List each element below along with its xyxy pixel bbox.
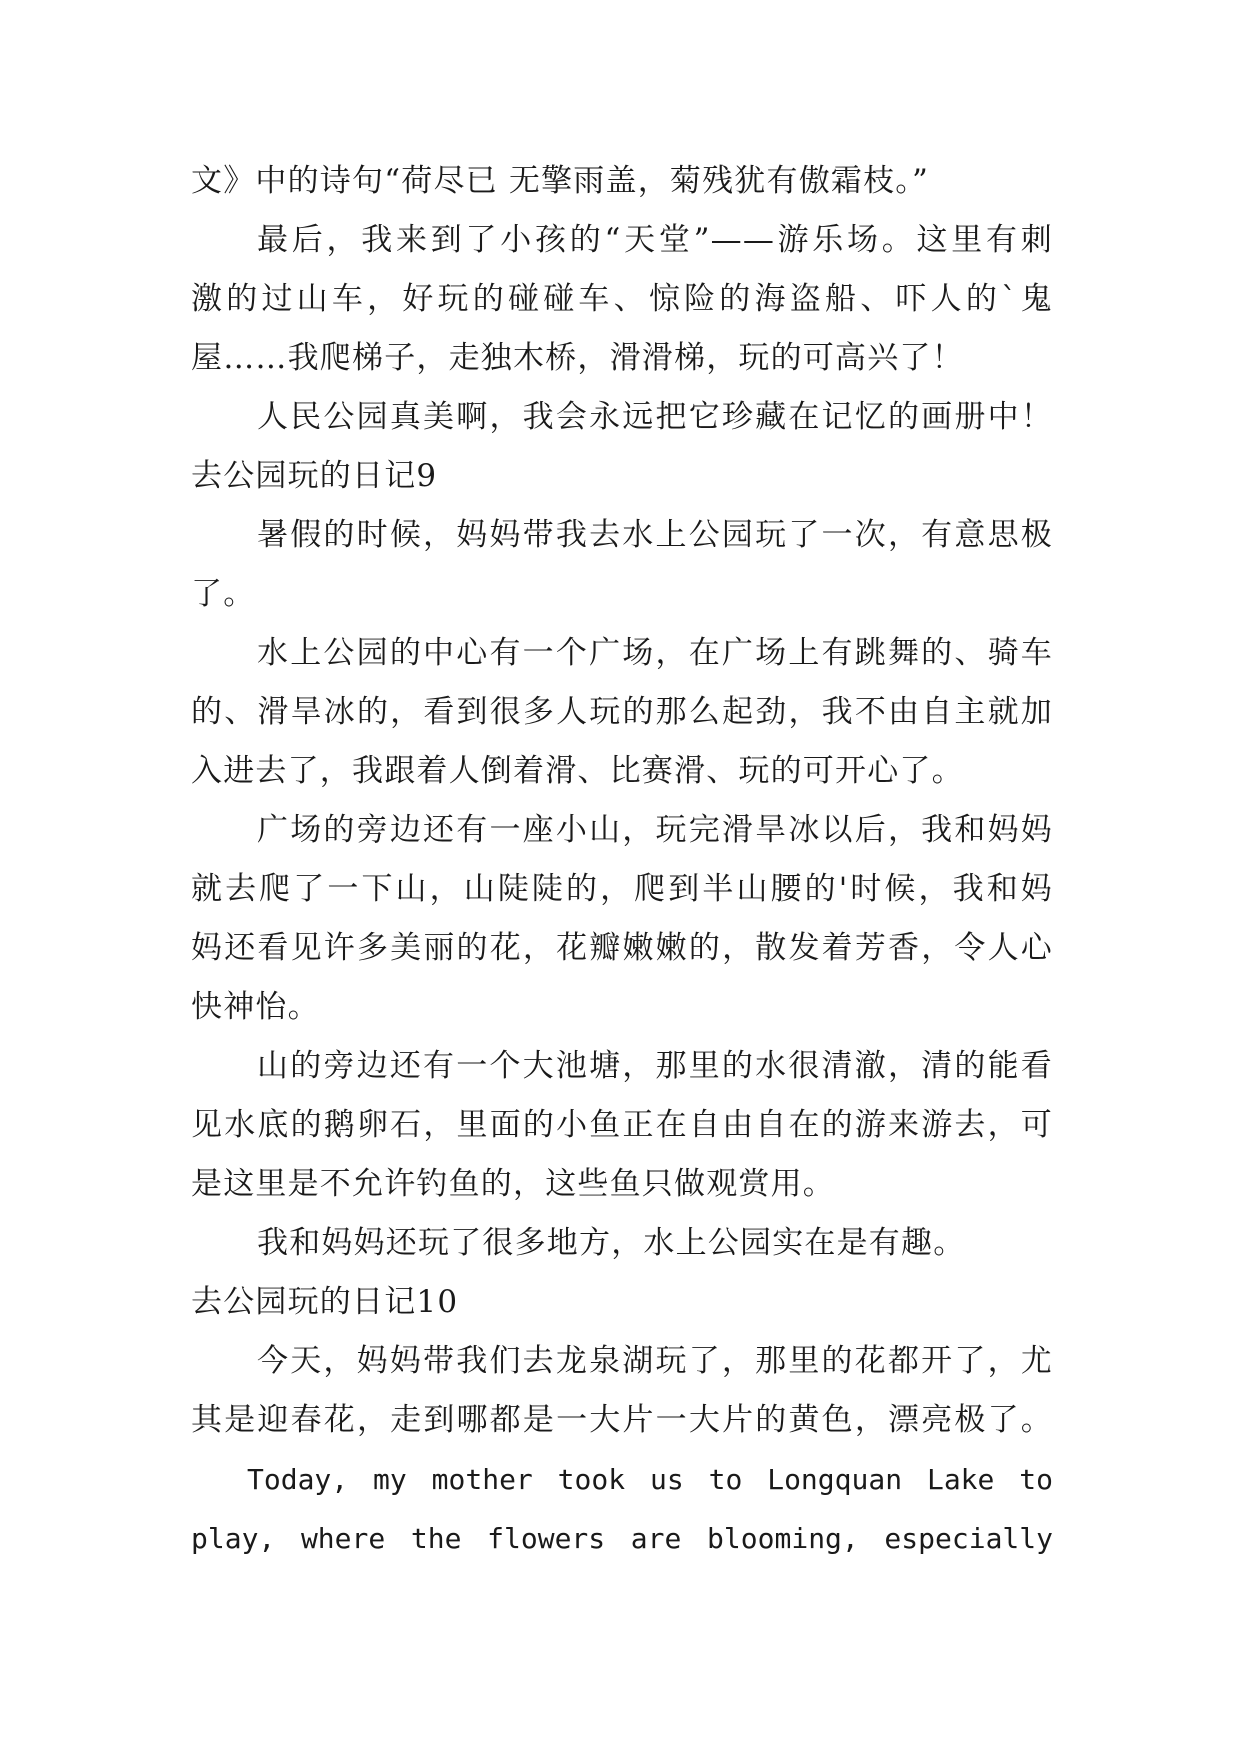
text-line: 今天，妈妈带我们去龙泉湖玩了，那里的花都开了，尤	[257, 1343, 1053, 1379]
text-line: 了。	[191, 576, 256, 612]
text-line: 文》中的诗句“荷尽已 无擎雨盖，菊残犹有傲霜枝。”	[191, 163, 930, 199]
text-line: 人民公园真美啊，我会永远把它珍藏在记忆的画册中！	[257, 399, 1053, 435]
text-line: 暑假的时候，妈妈带我去水上公园玩了一次，有意思极	[257, 517, 1053, 553]
text-line: 屋……我爬梯子，走独木桥，滑滑梯，玩的可高兴了！	[191, 340, 964, 376]
text-line: Today, my mother took us to Longquan Lake to	[247, 1463, 1053, 1496]
document-page	[191, 152, 1053, 1568]
text-line: 的、滑旱冰的，看到很多人玩的那么起劲，我不由自主就加	[191, 694, 1053, 730]
text-line: 广场的旁边还有一座小山，玩完滑旱冰以后，我和妈妈	[257, 812, 1053, 848]
text-line: 妈还看见许多美丽的花，花瓣嫩嫩的，散发着芳香，令人心	[191, 930, 1053, 966]
text-line: 快神怡。	[191, 989, 320, 1025]
text-line: 去公园玩的日记9	[191, 458, 438, 494]
text-line: 其是迎春花，走到哪都是一大片一大片的黄色，漂亮极了。	[191, 1402, 1053, 1438]
text-line: 水上公园的中心有一个广场，在广场上有跳舞的、骑车	[257, 635, 1053, 671]
text-line: 山的旁边还有一个大池塘，那里的水很清澈，清的能看	[257, 1048, 1053, 1084]
text-line: play, where the flowers are blooming, especially	[191, 1522, 1053, 1555]
text-line: 是这里是不允许钓鱼的，这些鱼只做观赏用。	[191, 1166, 835, 1202]
text-line: 入进去了，我跟着人倒着滑、比赛滑、玩的可开心了。	[191, 753, 964, 789]
text-line: 最后，我来到了小孩的“天堂”——游乐场。这里有刺	[257, 222, 1053, 258]
text-line: 就去爬了一下山，山陡陡的，爬到半山腰的'时候，我和妈	[191, 871, 1053, 907]
text-line: 激的过山车，好玩的碰碰车、惊险的海盗船、吓人的`鬼	[191, 281, 1053, 317]
text-line: 去公园玩的日记10	[191, 1284, 459, 1320]
text-line: 见水底的鹅卵石，里面的小鱼正在自由自在的游来游去，可	[191, 1107, 1053, 1143]
text-line: 我和妈妈还玩了很多地方，水上公园实在是有趣。	[257, 1225, 966, 1261]
